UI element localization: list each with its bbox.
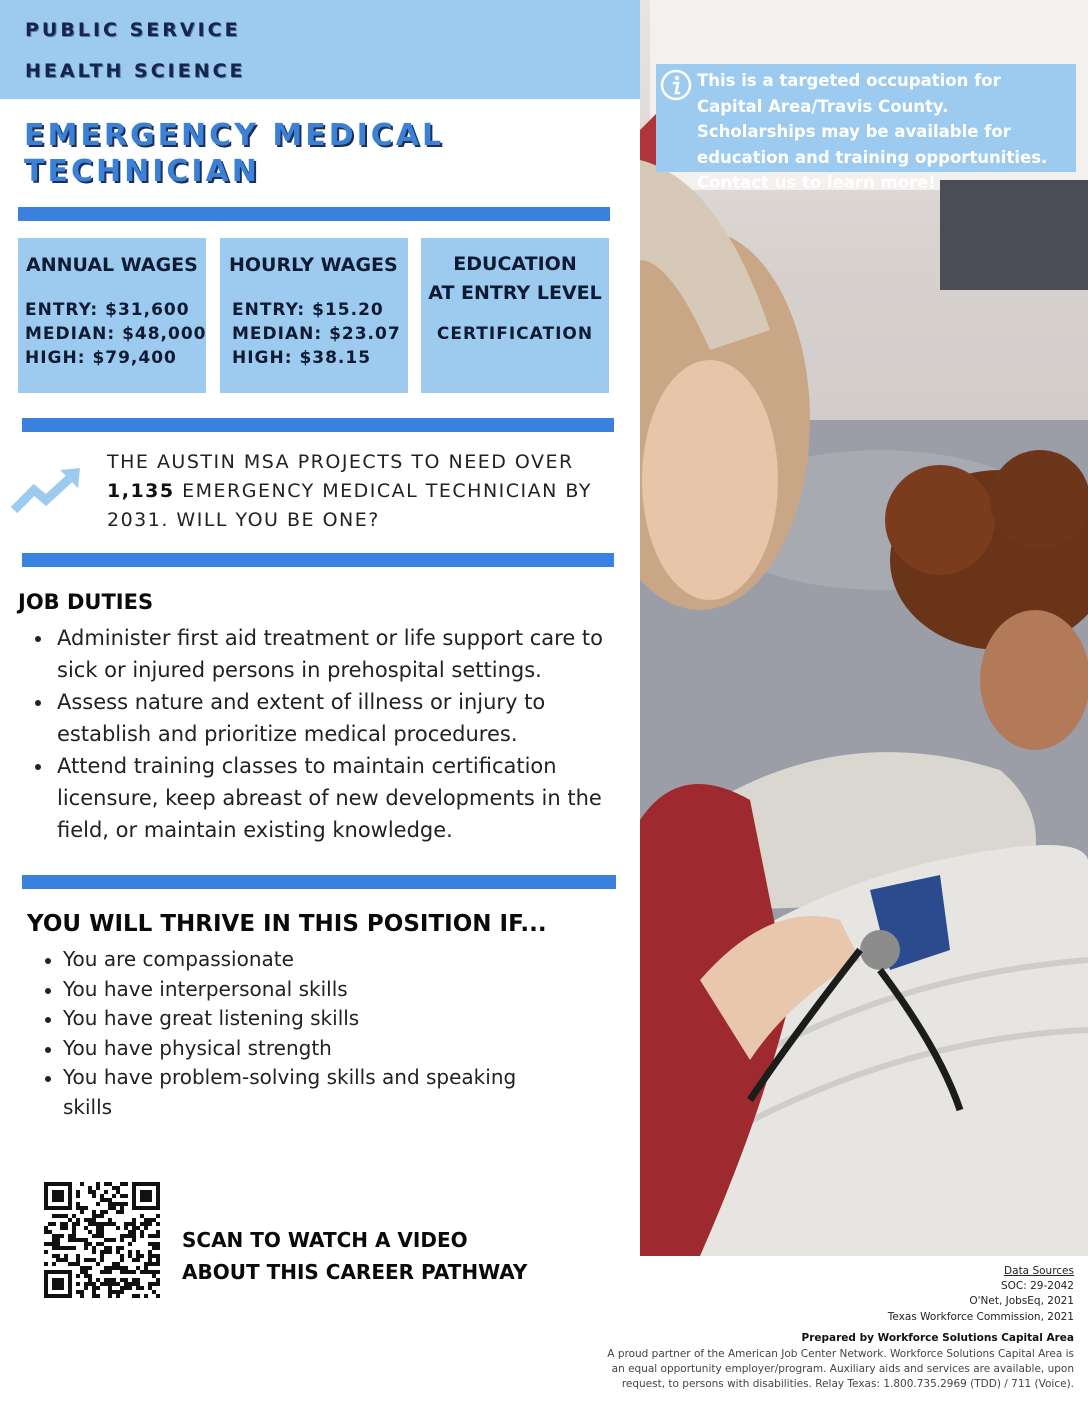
- projection-line3: 2031. WILL YOU BE ONE?: [107, 509, 380, 531]
- hourly-wage-high: HIGH: $38.15: [232, 348, 372, 368]
- career-cluster-public-service: PUBLIC SERVICE: [25, 19, 241, 41]
- job-title-line2: TECHNICIAN: [24, 154, 260, 189]
- hourly-wage-entry: ENTRY: $15.20: [232, 300, 384, 320]
- projection-number: 1,135: [107, 480, 175, 502]
- hourly-wage-median: MEDIAN: $23.07: [232, 324, 401, 344]
- callout-text: This is a targeted occupation for Capital Area/Travis County. Scholarships may be available for education and training opportunities. Contact us to learn more!: [697, 71, 1048, 192]
- scan-line1: SCAN TO WATCH A VIDEO: [182, 1228, 468, 1252]
- divider-top: [18, 207, 610, 221]
- education-box: [421, 238, 609, 393]
- source-line: Texas Workforce Commission, 2021: [887, 1310, 1074, 1323]
- hourly-wages-box: [220, 238, 408, 393]
- data-sources: [888, 1264, 1074, 1325]
- education-value: CERTIFICATION: [436, 324, 594, 344]
- source-line: O'Net, JobsEq, 2021: [969, 1295, 1074, 1308]
- scan-line2: ABOUT THIS CAREER PATHWAY: [182, 1260, 528, 1284]
- job-duties-heading: JOB DUTIES: [18, 590, 154, 614]
- data-sources-heading: Data Sources: [1004, 1265, 1074, 1277]
- prepared-by: Prepared by Workforce Solutions Capital Area: [801, 1332, 1074, 1344]
- list-item: You are compassionate: [40, 945, 560, 975]
- projection-line2: EMERGENCY MEDICAL TECHNICIAN BY: [174, 480, 592, 502]
- divider-after-duties: [22, 875, 616, 889]
- hourly-wages-heading: HOURLY WAGES: [229, 254, 398, 276]
- eeo-disclaimer: A proud partner of the American Job Center Network. Workforce Solutions Capital Area is an equal opportunity employer/program. Auxiliary aids and services are available, upon request, to persons with disabilities. Relay Texas: 1.800.735.2969 (TDD) / 711 (Voice).: [607, 1348, 1074, 1391]
- annual-wages-heading: ANNUAL WAGES: [26, 254, 198, 276]
- annual-wages-box: [18, 238, 206, 393]
- job-duties-list: [30, 622, 620, 846]
- qr-code[interactable]: [44, 1182, 160, 1298]
- annual-wage-entry: ENTRY: $31,600: [25, 300, 190, 320]
- annual-wage-median: MEDIAN: $48,000: [25, 324, 207, 344]
- career-cluster-health-science: HEALTH SCIENCE: [25, 60, 246, 82]
- projection-statement: [107, 448, 627, 535]
- trend-up-icon: [10, 466, 82, 516]
- divider-after-wages: [22, 418, 614, 432]
- education-heading-line2: AT ENTRY LEVEL: [428, 282, 602, 304]
- list-item: You have problem-solving skills and speaking skills: [40, 1063, 560, 1122]
- list-item: You have physical strength: [40, 1034, 560, 1064]
- list-item: Administer first aid treatment or life support care to sick or injured persons in prehospital settings.: [30, 622, 620, 686]
- list-item: You have great listening skills: [40, 1004, 560, 1034]
- job-title: [24, 118, 624, 190]
- list-item: Attend training classes to maintain certification licensure, keep abreast of new developments in the field, or maintain existing knowledge.: [30, 750, 620, 846]
- source-line: SOC: 29-2042: [1000, 1280, 1074, 1293]
- list-item: Assess nature and extent of illness or injury to establish and prioritize medical procedures.: [30, 686, 620, 750]
- list-item: You have interpersonal skills: [40, 975, 560, 1005]
- divider-after-projection: [22, 553, 614, 567]
- job-title-line1: EMERGENCY MEDICAL: [24, 118, 445, 153]
- thrive-heading: YOU WILL THRIVE IN THIS POSITION IF...: [27, 911, 547, 937]
- annual-wage-high: HIGH: $79,400: [25, 348, 177, 368]
- thrive-list: [40, 945, 560, 1122]
- header-band: [0, 0, 640, 99]
- projection-line1: THE AUSTIN MSA PROJECTS TO NEED OVER: [107, 451, 574, 473]
- info-icon: [660, 69, 692, 101]
- education-heading-line1: EDUCATION: [453, 253, 577, 275]
- scan-prompt: [182, 1224, 527, 1288]
